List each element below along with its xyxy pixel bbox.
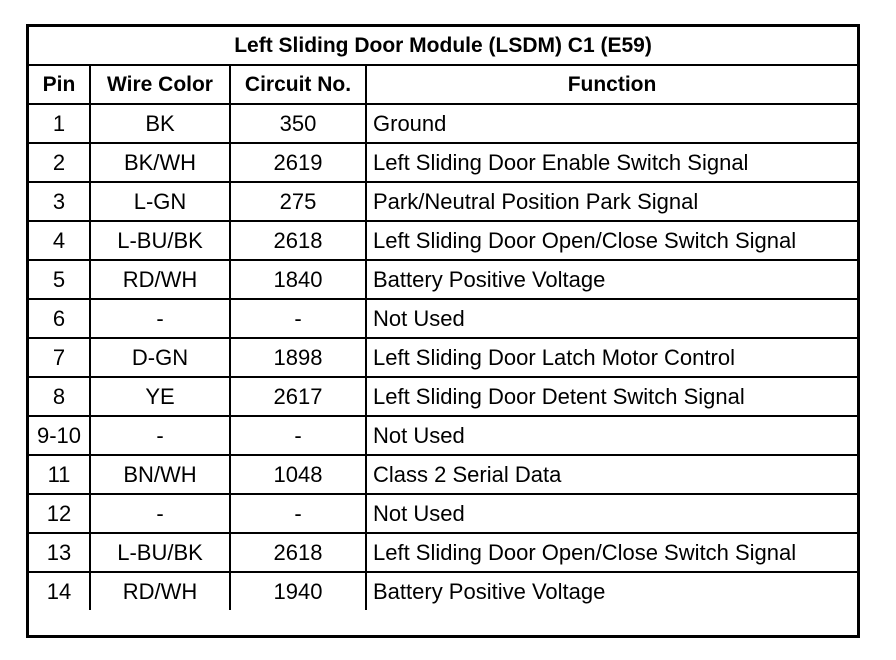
table-row: [29, 455, 857, 494]
cell-function: Not Used: [366, 494, 857, 533]
table-header-row: [29, 65, 857, 104]
table-row: [29, 377, 857, 416]
cell-circuit-no: 2617: [230, 377, 366, 416]
cell-pin: 1: [29, 104, 90, 143]
cell-wire-color: RD/WH: [90, 572, 230, 610]
cell-function: Ground: [366, 104, 857, 143]
cell-wire-color: -: [90, 416, 230, 455]
cell-circuit-no: 2618: [230, 221, 366, 260]
table-row: [29, 494, 857, 533]
cell-wire-color: BK/WH: [90, 143, 230, 182]
table-row: [29, 338, 857, 377]
cell-pin: 4: [29, 221, 90, 260]
cell-pin: 13: [29, 533, 90, 572]
table-row: [29, 572, 857, 610]
cell-wire-color: L-BU/BK: [90, 533, 230, 572]
cell-circuit-no: -: [230, 416, 366, 455]
cell-pin: 8: [29, 377, 90, 416]
cell-function: Left Sliding Door Enable Switch Signal: [366, 143, 857, 182]
cell-function: Left Sliding Door Detent Switch Signal: [366, 377, 857, 416]
cell-pin: 7: [29, 338, 90, 377]
header-circuit-no: Circuit No.: [230, 65, 366, 104]
cell-pin: 9-10: [29, 416, 90, 455]
cell-pin: 12: [29, 494, 90, 533]
cell-wire-color: BK: [90, 104, 230, 143]
table-row: [29, 416, 857, 455]
cell-function: Left Sliding Door Latch Motor Control: [366, 338, 857, 377]
cell-function: Not Used: [366, 299, 857, 338]
cell-function: Not Used: [366, 416, 857, 455]
cell-circuit-no: 1940: [230, 572, 366, 610]
cell-pin: 3: [29, 182, 90, 221]
cell-pin: 11: [29, 455, 90, 494]
header-wire-color: Wire Color: [90, 65, 230, 104]
header-function: Function: [366, 65, 857, 104]
table-title: Left Sliding Door Module (LSDM) C1 (E59): [29, 27, 857, 65]
cell-function: Battery Positive Voltage: [366, 572, 857, 610]
cell-wire-color: L-BU/BK: [90, 221, 230, 260]
header-pin: Pin: [29, 65, 90, 104]
cell-wire-color: D-GN: [90, 338, 230, 377]
table-row: [29, 182, 857, 221]
cell-pin: 5: [29, 260, 90, 299]
table-row: [29, 533, 857, 572]
cell-function: Class 2 Serial Data: [366, 455, 857, 494]
cell-circuit-no: -: [230, 299, 366, 338]
cell-wire-color: -: [90, 494, 230, 533]
cell-pin: 6: [29, 299, 90, 338]
cell-circuit-no: 2619: [230, 143, 366, 182]
cell-wire-color: RD/WH: [90, 260, 230, 299]
connector-pinout-table: [29, 27, 857, 610]
table-row: [29, 260, 857, 299]
cell-wire-color: -: [90, 299, 230, 338]
connector-table-frame: [26, 24, 860, 638]
table-row: [29, 221, 857, 260]
table-row: [29, 104, 857, 143]
cell-circuit-no: -: [230, 494, 366, 533]
cell-circuit-no: 1898: [230, 338, 366, 377]
cell-circuit-no: 1048: [230, 455, 366, 494]
cell-pin: 2: [29, 143, 90, 182]
cell-wire-color: YE: [90, 377, 230, 416]
cell-circuit-no: 275: [230, 182, 366, 221]
cell-wire-color: L-GN: [90, 182, 230, 221]
cell-wire-color: BN/WH: [90, 455, 230, 494]
cell-function: Left Sliding Door Open/Close Switch Signal: [366, 533, 857, 572]
table-row: [29, 143, 857, 182]
cell-function: Battery Positive Voltage: [366, 260, 857, 299]
cell-function: Left Sliding Door Open/Close Switch Signal: [366, 221, 857, 260]
cell-pin: 14: [29, 572, 90, 610]
table-row: [29, 299, 857, 338]
cell-function: Park/Neutral Position Park Signal: [366, 182, 857, 221]
cell-circuit-no: 350: [230, 104, 366, 143]
cell-circuit-no: 2618: [230, 533, 366, 572]
cell-circuit-no: 1840: [230, 260, 366, 299]
